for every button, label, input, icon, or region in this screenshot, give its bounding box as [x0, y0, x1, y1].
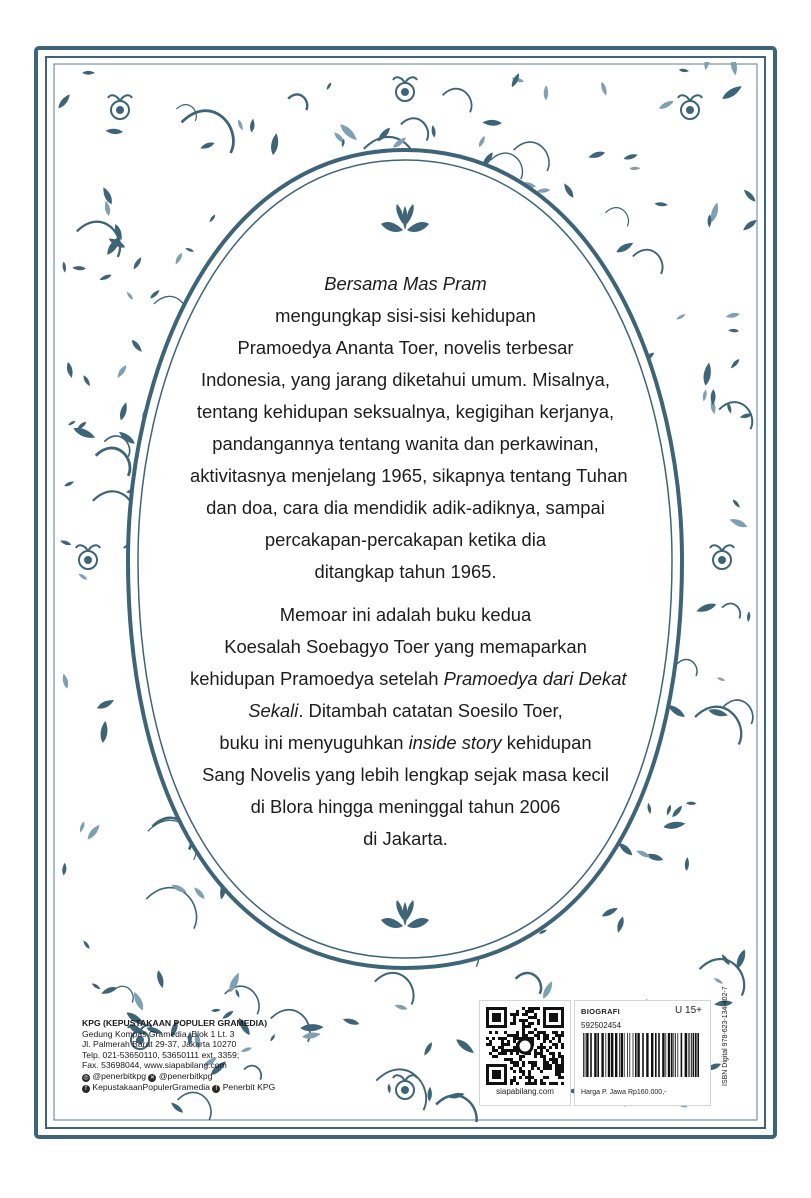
blurb-run: Koesalah Soebagyo Toer yang memaparkan: [224, 636, 587, 657]
qr-code: [486, 1007, 564, 1085]
blurb-run: percakapan-percakapan ketika dia: [264, 529, 547, 550]
publisher-address-line: Gedung Kompas Gramedia, Blok 1 Lt. 3: [82, 1028, 235, 1039]
x-handle: @penerbitkpg: [158, 1070, 213, 1081]
blurb-italic-run: Bersama Mas Pram: [324, 273, 487, 294]
qr-code-panel: [479, 1000, 571, 1106]
blurb-italic-run: Sekali: [248, 700, 299, 721]
blurb-run: Pramoedya Ananta Toer, novelis terbesar: [237, 337, 574, 358]
blurb-run: aktivitasnya menjelang 1965, sikapnya tentang Tuhan: [190, 465, 628, 486]
blurb-run: dan doa, cara dia mendidik adik-adiknya, sampai: [206, 497, 605, 518]
barcode: [581, 1033, 703, 1085]
facebook-page: Penerbit KPG: [222, 1081, 276, 1092]
blurb-line: [190, 364, 621, 396]
blurb-paragraph-1: [190, 268, 628, 588]
blurb-line: [190, 631, 621, 663]
blurb-line: [190, 524, 621, 556]
blurb-line: [190, 268, 621, 300]
blurb-line: [190, 663, 627, 695]
blurb-line: [190, 460, 628, 492]
facebook-icon: f: [212, 1085, 220, 1093]
blurb-italic-run: Pramoedya dari Dekat: [443, 668, 627, 689]
blurb-line: [190, 727, 621, 759]
blurb-line: [190, 332, 621, 364]
instagram-handle: @penerbitkpg: [92, 1070, 147, 1081]
blurb-run: Sang Novelis yang lebih lengkap sejak masa kecil: [202, 764, 609, 785]
blurb-run: mengungkap sisi-sisi kehidupan: [275, 305, 536, 326]
publisher-address-line: Telp. 021-53650110, 53650111 ext. 3359;: [82, 1049, 240, 1060]
blurb-run: ditangkap tahun 1965.: [314, 561, 497, 582]
blurb-run: buku ini menyuguhkan: [219, 732, 409, 753]
price-label: Harga P. Jawa Rp160.000,-: [581, 1089, 667, 1096]
social-row: [82, 1071, 312, 1082]
blurb-run: di Blora hingga meninggal tahun 2006: [250, 796, 561, 817]
instagram-icon: ◎: [83, 1074, 89, 1081]
blurb-line: [190, 556, 621, 588]
blurb-line: [190, 791, 621, 823]
publisher-info: [82, 1018, 312, 1093]
qr-caption: siapabilang.com: [496, 1087, 554, 1096]
x-icon: ✕: [149, 1074, 155, 1081]
blurb-line: [190, 428, 621, 460]
blurb-line: [190, 599, 621, 631]
blurb-run: Memoar ini adalah buku kedua: [279, 604, 532, 625]
blurb-run: Indonesia, yang jarang diketahui umum. Misalnya,: [201, 369, 610, 390]
blurb-run: tentang kehidupan seksualnya, kegigihan kerjanya,: [196, 401, 615, 422]
blurb-italic-run: inside story: [408, 732, 502, 753]
age-rating: U 15+: [675, 1005, 702, 1016]
facebook-handle: KepustakaanPopulerGramedia: [92, 1081, 210, 1092]
blurb-run: pandangannya tentang wanita dan perkawinan,: [212, 433, 599, 454]
blurb-run: kehidupan: [501, 732, 592, 753]
publisher-name: KPG (KEPUSTAKAAN POPULER GRAMEDIA): [82, 1018, 268, 1028]
blurb-line: [190, 759, 621, 791]
blurb-line: [190, 695, 621, 727]
blurb-line: [190, 300, 621, 332]
blurb-line: [190, 823, 621, 855]
publisher-address-line: Jl. Palmerah Barat 29-37, Jakarta 10270: [82, 1039, 237, 1050]
blurb-line: [190, 492, 621, 524]
publisher-address-line: Fax. 53698044, www.siapabilang.com: [82, 1060, 227, 1071]
barcode-panel: [574, 1000, 711, 1106]
blurb-line: [190, 396, 621, 428]
facebook-icon: f: [82, 1085, 90, 1093]
isbn-label: ISBN Digital 978-623-134-402-7: [722, 986, 729, 1086]
category-label: BIOGRAFI: [581, 1007, 621, 1016]
barcode-number: 592502454: [581, 1021, 622, 1030]
social-row: [82, 1082, 312, 1093]
blurb-run: kehidupan Pramoedya setelah: [190, 668, 444, 689]
blurb-paragraph-2: [190, 599, 627, 855]
blurb-run: . Ditambah catatan Soesilo Toer,: [298, 700, 563, 721]
blurb-run: di Jakarta.: [363, 828, 448, 849]
